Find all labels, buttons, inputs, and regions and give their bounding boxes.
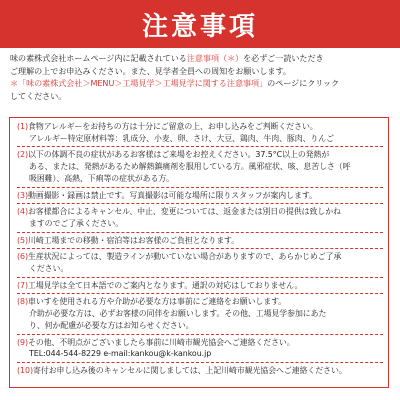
navigation-path: ＊「味の素株式会社＞MENU＞工場見学＞工場見学に関する注意事項」 xyxy=(10,78,268,89)
item-divider xyxy=(17,146,383,147)
intro-line-3: ＊「味の素株式会社＞MENU＞工場見学＞工場見学に関する注意事項」のページにクリック xyxy=(10,78,340,89)
notice-item-text: 吸困難）、高熱、下痢等の症状がある方。 xyxy=(29,173,175,183)
item-divider xyxy=(17,203,383,204)
notice-item xyxy=(17,337,383,360)
notice-item-number: (10) xyxy=(17,365,33,375)
notice-item-line xyxy=(17,149,383,161)
notice-item-text: 食物アレルギーをお持ちの方は十分にご留意の上、お申し込みをご判断ください。 xyxy=(28,122,318,131)
notice-item-line xyxy=(17,173,383,185)
notice-item-text: 以下の体調不良の症状があるお客様はご来場をお控えください。37.5°C以上の発熱が xyxy=(28,150,330,160)
notice-item-number: (8) xyxy=(17,297,29,307)
notice-item-line xyxy=(17,161,383,173)
notice-item-line xyxy=(17,190,383,202)
notice-item xyxy=(17,121,383,144)
notice-item-line xyxy=(17,263,383,275)
notice-item-line xyxy=(17,320,383,332)
notice-item-line xyxy=(17,308,383,320)
notice-item-line xyxy=(17,348,383,360)
notice-item-text: 工場見学は全て日本語でのご案内となります。通訳の対応はしておりません。 xyxy=(28,280,303,290)
notice-item-line xyxy=(17,133,383,145)
notice-box xyxy=(9,117,389,388)
notice-item-text: ますのでご了承ください。 xyxy=(29,218,124,228)
notice-item-number: (3) xyxy=(17,190,29,200)
item-divider xyxy=(17,362,383,363)
notice-item-line xyxy=(17,365,383,377)
notice-item-text: 介助が必要な方は、必ずお客様の同伴をお願いします。その他、工場見学参加にあた xyxy=(29,309,327,319)
notice-item-number: (4) xyxy=(17,207,29,217)
notice-item-line xyxy=(17,235,383,247)
intro-line-1: 味の素株式会社ホームページ内に記載されている注意事項（＊）を必ずご一読いただき xyxy=(10,53,324,63)
notice-item-number: (5) xyxy=(17,235,29,245)
notice-item-number: (7) xyxy=(17,280,29,290)
item-divider xyxy=(17,232,383,233)
notice-item-number: (6) xyxy=(17,252,29,262)
notice-item-text: お客様都合によるキャンセル、中止、変更については、返金または別日の提供は致しかね xyxy=(28,207,341,217)
notice-item-line xyxy=(17,206,383,218)
item-divider xyxy=(17,277,383,278)
notice-item xyxy=(17,206,383,229)
notice-item-text: 車いすを使用される方や介助が必要な方は事前にご連絡をお願いします。 xyxy=(28,297,287,307)
notice-item xyxy=(17,280,383,292)
notice-item xyxy=(17,251,383,274)
notice-item-number: (1) xyxy=(17,122,29,131)
notice-item xyxy=(17,190,383,202)
notice-item-text: 生産状況によっては、製造ラインが動いていない場合がありますので、あらかじめご了承 xyxy=(28,252,342,262)
notice-item-text: 寄付お申し込み後のキャンセルに関しましては、上記川崎市観光協会へご連絡ください。 xyxy=(33,365,347,375)
notice-item-number: (2) xyxy=(17,150,29,160)
notice-item-text: その他、不明点がございましたら事前に川崎市観光協会へご連絡ください。 xyxy=(28,337,295,347)
title-banner xyxy=(0,0,400,48)
notice-item-line xyxy=(17,280,383,292)
notice-item-text: アレルギー特定原材料等：乳成分、小麦、卵、さけ、大豆、鶏肉、牛肉、豚肉、りんご xyxy=(29,133,334,143)
notice-reference: 注意事項（＊） xyxy=(186,53,244,63)
notice-item-line xyxy=(17,296,383,308)
notice-item-line xyxy=(17,218,383,230)
notice-list xyxy=(17,121,383,377)
intro-line-4: してください。 xyxy=(10,90,67,101)
item-divider xyxy=(17,187,383,188)
notice-item-text: ください。 xyxy=(29,264,69,274)
page-title: 注意事項 xyxy=(141,11,258,42)
notice-item-number: (9) xyxy=(17,337,29,347)
notice-item-line xyxy=(17,251,383,263)
notice-item xyxy=(17,296,383,331)
notice-item xyxy=(17,365,383,377)
item-divider xyxy=(17,293,383,294)
notice-item xyxy=(17,149,383,184)
notice-item-line xyxy=(17,337,383,349)
item-divider xyxy=(17,334,383,335)
item-divider xyxy=(17,248,383,249)
intro-line-2: ご理解の上でお申込みください。また、見学者全員への周知をお願いします。 xyxy=(10,65,291,76)
intro-text xyxy=(10,52,392,102)
notice-item-text: り、何か配慮が必要な方はお知らせください。 xyxy=(29,320,194,330)
notice-item xyxy=(17,235,383,247)
notice-item-text: 動画撮影・録画は禁止です。写真撮影は可能な場所に限りスタッフが案内します。 xyxy=(28,190,317,200)
notice-item-text: ある、または、発熱があるため解熱鎮痛剤を服用している方。風邪症状、咳、息苦しさ（呼 xyxy=(29,162,351,172)
notice-item-text: 川崎工場までの移動・宿泊等はお客様のご負担となります。 xyxy=(28,235,240,245)
notice-item-text: TEL:044-544-8229 e-mail:kankou@k-kankou.jp xyxy=(29,349,212,359)
notice-item-line xyxy=(17,121,383,133)
